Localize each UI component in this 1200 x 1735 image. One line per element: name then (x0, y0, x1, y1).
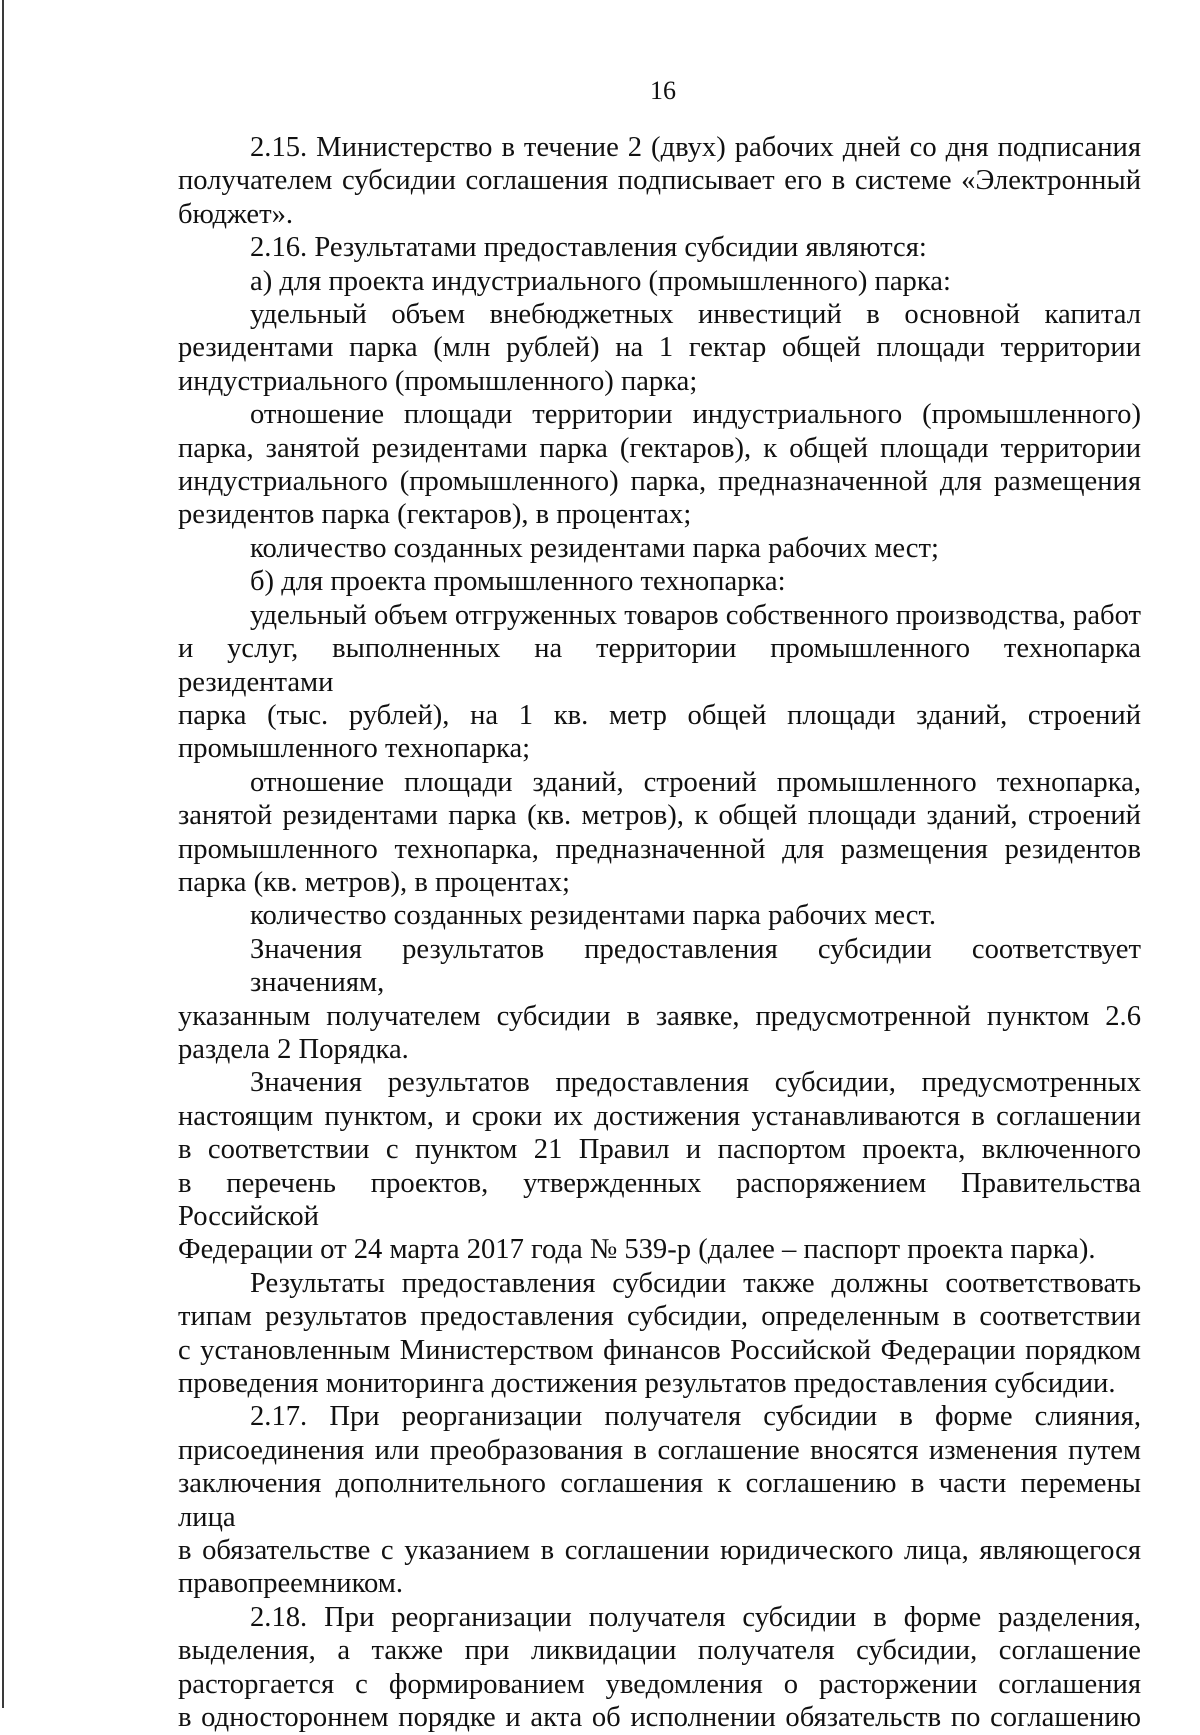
text-line: Значения результатов предоставления субсидии, предусмотренных (250, 1067, 1141, 1099)
text-line: 2.18. При реорганизации получателя субсидии в форме разделения, (250, 1601, 1141, 1633)
text-line: индустриального (промышленного) парка; (178, 365, 698, 397)
text-line: отношение площади зданий, строений промышленного технопарка, (250, 766, 1141, 798)
text-line: присоединения или преобразования в соглашение вносятся изменения путем (178, 1434, 1141, 1466)
text-line: а) для проекта индустриального (промышленного) парка: (250, 265, 951, 297)
text-line: резидентами парка (млн рублей) на 1 гектар общей площади территории (178, 332, 1141, 364)
body-text (178, 131, 1141, 1735)
text-line: Результаты предоставления субсидии также должны соответствовать (250, 1267, 1141, 1299)
text-line: промышленного технопарка, предназначенной для размещения резидентов (178, 833, 1141, 865)
text-line: в перечень проектов, утвержденных распоряжением Правительства Российской (178, 1167, 1141, 1232)
text-line: Федерации от 24 марта 2017 года № 539-р (далее – паспорт проекта парка). (178, 1234, 1096, 1266)
text-line: заключения дополнительного соглашения к соглашению в части перемены лица (178, 1468, 1141, 1533)
text-line: в соответствии с пунктом 21 Правил и паспортом проекта, включенного (178, 1134, 1141, 1166)
scan-edge-line (2, 0, 4, 1708)
text-line: индустриального (промышленного) парка, предназначенной для размещения (178, 466, 1141, 498)
text-line: правопреемником. (178, 1568, 404, 1600)
text-line: Значения результатов предоставления субсидии соответствует значениям, (250, 933, 1141, 999)
text-line: резидентов парка (гектаров), в процентах; (178, 499, 692, 531)
text-line: удельный объем отгруженных товаров собственного производства, работ (250, 599, 1141, 631)
text-line: 2.16. Результатами предоставления субсидии являются: (250, 232, 927, 264)
text-line: указанным получателем субсидии в заявке, предусмотренной пунктом 2.6 (178, 1000, 1141, 1032)
text-line: бюджет». (178, 198, 294, 230)
text-line: получателем субсидии соглашения подписывает его в системе «Электронный (178, 165, 1141, 197)
text-line: б) для проекта промышленного технопарка: (250, 566, 786, 598)
text-line: в одностороннем порядке и акта об исполнении обязательств по соглашению (178, 1702, 1141, 1734)
text-line: проведения мониторинга достижения результатов предоставления субсидии. (178, 1368, 1116, 1400)
text-line: 2.17. При реорганизации получателя субсидии в форме слияния, (250, 1401, 1141, 1433)
text-line: парка (кв. метров), в процентах; (178, 866, 570, 898)
text-line: парка, занятой резидентами парка (гектаров), к общей площади территории (178, 432, 1141, 464)
text-line: расторгается с формированием уведомления о расторжении соглашения (178, 1668, 1141, 1700)
text-line: выделения, а также при ликвидации получателя субсидии, соглашение (178, 1635, 1141, 1667)
page-number: 16 (650, 76, 676, 105)
text-line: настоящим пунктом, и сроки их достижения устанавливаются в соглашении (178, 1100, 1141, 1132)
text-line: отношение площади территории индустриального (промышленного) (250, 399, 1141, 431)
text-line: удельный объем внебюджетных инвестиций в основной капитал (250, 299, 1141, 331)
text-line: раздела 2 Порядка. (178, 1033, 409, 1065)
text-line: и услуг, выполненных на территории промышленного технопарка резидентами (178, 633, 1141, 698)
text-line: в обязательстве с указанием в соглашении юридического лица, являющегося (178, 1535, 1141, 1567)
text-line: занятой резидентами парка (кв. метров), к общей площади зданий, строений (178, 800, 1141, 832)
text-line: 2.15. Министерство в течение 2 (двух) рабочих дней со дня подписания (250, 132, 1141, 163)
text-line: парка (тыс. рублей), на 1 кв. метр общей площади зданий, строений (178, 699, 1141, 731)
text-line: количество созданных резидентами парка рабочих мест. (250, 900, 936, 932)
text-line: количество созданных резидентами парка рабочих мест; (250, 532, 939, 564)
text-line: с установленным Министерством финансов Российской Федерации порядком (178, 1334, 1141, 1366)
text-line: типам результатов предоставления субсидии, определенным в соответствии (178, 1301, 1141, 1333)
text-line: промышленного технопарка; (178, 733, 531, 765)
